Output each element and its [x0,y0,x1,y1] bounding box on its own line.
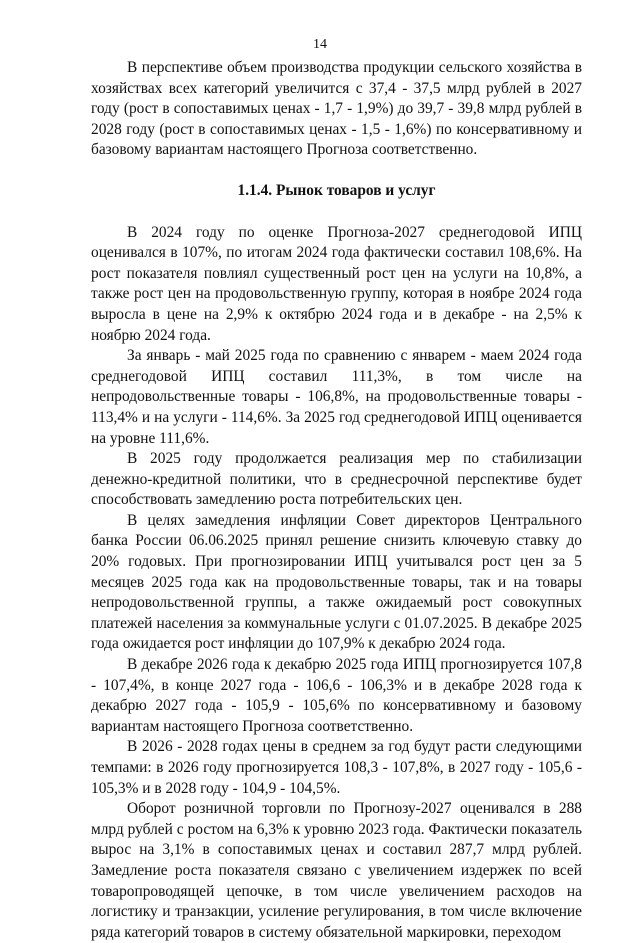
paragraph: В декабре 2026 года к декабрю 2025 года ИПЦ прогнозируется 107,8 - 107,4%, в конце 2027 года - 106,6 - 106,3% и в декабре 2028 года к декабрю 2027 года - 105,9 - 105,6% по консервативному и базовому вариантам настоящего Прогноза соответственно. [91,656,582,735]
paragraph: Оборот розничной торговли по Прогнозу-2027 оценивался в 288 млрд рублей с ростом на 6,3% к уровню 2023 года. Фактически показатель вырос на 3,1% в сопоставимых ценах и составил 287,7 млрд рублей. Замедление роста показателя связано с увеличением издержек по всей товаропроводящей цепочке, в том числе увеличением расходов на логистику и транзакции, усиление регулирования, в том числе включение ряда категорий товаров в систему обязательной маркировки, переходом [91,800,582,941]
paragraph-agriculture-outlook: В перспективе объем производства продукции сельского хозяйства в хозяйствах всех категорий увеличится с 37,4 - 37,5 млрд рублей в 2027 году (рост в сопоставимых ценах - 1,7 - 1,9%) до 39,7 - 39,8 млрд рублей в 2028 году (рост в сопоставимых ценах - 1,5 - 1,6%) по консервативному и базовому вариантам настоящего Прогноза соответственно. [91,59,582,159]
paragraph: В 2026 - 2028 годах цены в среднем за год будут расти следующими темпами: в 2026 году прогнозируется 108,3 - 107,8%, в 2027 году - 105,6 - 105,3% и в 2028 году - 104,9 - 104,5%. [91,738,582,797]
paragraph: За январь - май 2025 года по сравнению с январем - маем 2024 года среднегодовой ИПЦ составил 111,3%, в том числе на непродовольственные товары - 106,8%, на продовольственные товары - 113,4% и на услуги - 114,6%. За 2025 год среднегодовой ИПЦ оценивается на уровне 111,6%. [91,347,582,447]
section-heading: 1.1.4. Рынок товаров и услуг [237,181,436,199]
paragraph: В целях замедления инфляции Совет директоров Центрального банка России 06.06.2025 принял решение снизить ключевую ставку до 20% годовых. При прогнозировании ИПЦ учитывался рост цен за 5 месяцев 2025 года как на продовольственные товары, так и на товары непродовольственной группы, а также ожидаемый рост совокупных платежей населения за коммунальные услуги с 01.07.2025. В декабре 2025 года ожидается рост инфляции до 107,9% к декабрю 2024 года. [91,511,582,653]
page-content [91,58,582,943]
paragraph: В 2025 году продолжается реализация мер по стабилизации денежно-кредитной политики, что в среднесрочной перспективе будет способствовать замедлению роста потребительских цен. [91,450,582,509]
page-number: 14 [313,37,327,52]
paragraph: В 2024 году по оценке Прогноза-2027 среднегодовой ИПЦ оценивался в 107%, по итогам 2024 года фактически составил 108,6%. На рост показателя повлиял существенный рост цен на услуги на 10,8%, а также рост цен на продовольственную группу, которая в ноябре 2024 года выросла в цене на 2,9% к октябрю 2024 года и в декабре - на 2,5% к ноябрю 2024 года. [91,223,582,344]
